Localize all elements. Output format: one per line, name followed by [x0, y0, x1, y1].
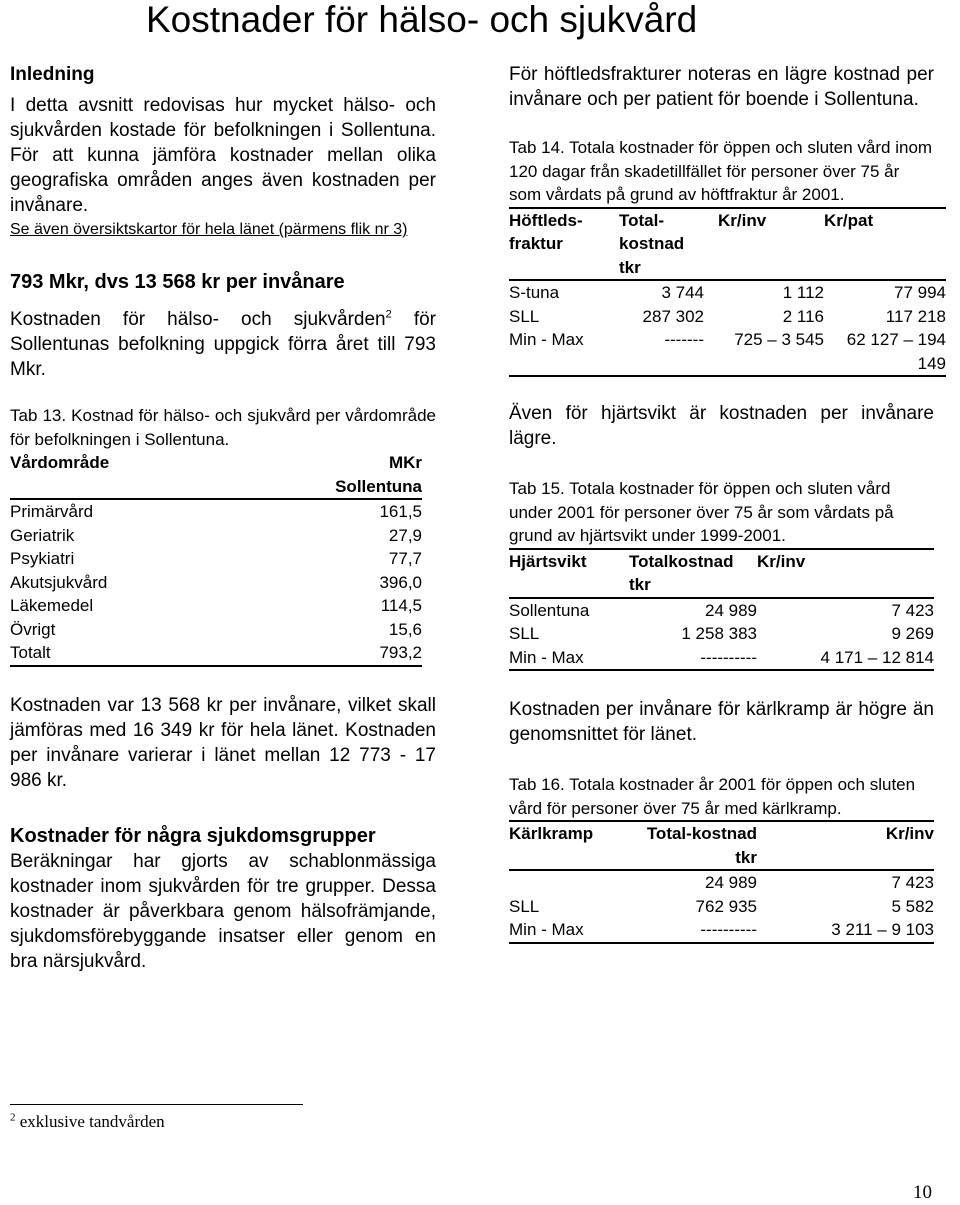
tab13-row — [10, 524, 422, 548]
intro-heading: Inledning — [10, 64, 95, 85]
tab16-cell: SLL — [509, 896, 540, 916]
tab16-row — [509, 870, 934, 895]
tab13-header-area: Vårdområde — [10, 451, 230, 499]
heart-intro: Även för hjärtsvikt är kostnaden per invånare lägre. — [509, 403, 934, 449]
right-column — [509, 62, 946, 944]
tab13-cell: 396,0 — [379, 572, 422, 592]
tab14-cell: SLL — [509, 306, 540, 326]
tab13-cell: 114,5 — [380, 596, 422, 615]
tab14-row — [509, 305, 946, 329]
tab15-cell: 24 989 — [705, 600, 757, 620]
tab13-cell: Läkemedel — [10, 596, 94, 615]
tab14-cell: S-tuna — [509, 283, 560, 302]
tab13-header-mkr: MKr Sollentuna — [230, 451, 422, 499]
tab13-row — [10, 547, 422, 571]
tab14-caption: Tab 14. Totala kostnader för öppen och sluten vård inom 120 dagar från skadetillfället för personer över 75 år som vårdats på grund av höftfraktur år 2001. — [509, 138, 933, 204]
tab13-caption: Tab 13. Kostnad för hälso- och sjukvård per vårdområde för befolkningen i Sollentuna. — [10, 406, 436, 449]
tab14-cell: 725 – 3 545 — [704, 328, 824, 376]
tab16-cell: 24 989 — [705, 873, 757, 892]
tab16-cell: Min - Max — [509, 918, 629, 943]
tab14-table — [509, 207, 946, 378]
tab14-cell: Min - Max — [509, 328, 619, 376]
tab13-cell: Totalt — [10, 641, 230, 666]
tab16-cell: 7 423 — [891, 873, 934, 892]
tab15-cell: ---------- — [629, 646, 757, 671]
tab13-cell: 27,9 — [388, 525, 422, 545]
tab14-cell: 2 116 — [782, 306, 824, 326]
tab14-header-kr-pat: Kr/pat — [824, 208, 946, 281]
tab13-row — [10, 594, 422, 618]
tab16-cell: 5 582 — [891, 896, 934, 916]
tab14-cell: 117 218 — [885, 306, 946, 326]
tab16-row — [509, 895, 934, 919]
tab15-row — [509, 622, 934, 646]
groups-text: Beräkningar har gjorts av schablonmässiga kostnader inom sjukvården för tre grupper. Dessa kostnader är påverkbara genom hälsofrämjande, sjukdomsförebyggande insatser eller genom en bra närsjukvård. — [10, 850, 436, 972]
tab16-cell — [509, 870, 629, 895]
tab14-header-total: Total-kostnad tkr — [619, 208, 704, 281]
tab15-header-kr-inv: Kr/inv — [757, 549, 934, 598]
tab15-cell: 7 423 — [891, 600, 934, 620]
tab14-row — [509, 328, 946, 376]
tab16-header-cramp: Kärlkramp — [509, 821, 629, 870]
tab15-header-heart: Hjärtsvikt — [509, 549, 629, 598]
footnote-divider — [10, 1104, 303, 1105]
tab15-row — [509, 598, 934, 623]
tab14-cell: 3 744 — [661, 283, 704, 302]
tab16-row — [509, 918, 934, 943]
tab13-cell: Primärvård — [10, 502, 94, 521]
tab15-cell: 1 258 383 — [681, 624, 757, 643]
footnote-ref[interactable]: 2 — [385, 308, 392, 321]
tab16-header-kr-inv: Kr/inv — [757, 821, 934, 870]
overview-map-link[interactable]: Se även översiktskartor för hela länet (pärmens flik nr 3) — [10, 221, 408, 238]
tab16-header-total: Total-kostnad tkr — [629, 821, 757, 870]
tab14-header-kr-inv: Kr/inv — [704, 208, 824, 281]
intro-text: I detta avsnitt redovisas hur mycket hälso- och sjukvården kostade för befolkningen i Sollentuna. För att kunna jämföra kostnader mellan olika geografiska områden anges även kostnaden per invånare. — [10, 95, 436, 216]
tab15-cell: SLL — [509, 624, 540, 643]
groups-heading: Kostnader för några sjukdomsgrupper — [10, 824, 376, 847]
tab15-table — [509, 548, 934, 672]
tab16-caption: Tab 16. Totala kostnader år 2001 för öppen och sluten vård för personer över 75 år med kärlkramp. — [509, 775, 916, 818]
tab15-header-total: Totalkostnad tkr — [629, 549, 757, 598]
tab13-row — [10, 499, 422, 524]
tab13-row — [10, 618, 422, 642]
tab13-cell: Akutsjukvård — [10, 572, 108, 592]
tab14-cell: 287 302 — [642, 306, 704, 326]
tab13-cell: 161,5 — [379, 502, 422, 521]
cramp-intro: Kostnaden per invånare för kärlkramp är högre än genomsnittet för länet. — [509, 699, 934, 745]
left-column — [10, 62, 436, 974]
tab13-cell: Geriatrik — [10, 525, 75, 545]
tab13-cell: 77,7 — [388, 549, 422, 568]
tab14-cell: ------- — [619, 328, 704, 376]
hip-intro: För höftledsfrakturer noteras en lägre kostnad per invånare och per patient för boende i Sollentuna. — [509, 64, 934, 110]
tab14-cell: 77 994 — [894, 283, 946, 302]
tab13-cell: Psykiatri — [10, 549, 75, 568]
tab13-cell: Övrigt — [10, 619, 56, 639]
tab14-row — [509, 280, 946, 305]
page-number: 10 — [913, 1182, 932, 1203]
tab16-cell: ---------- — [629, 918, 757, 943]
tab15-cell: Min - Max — [509, 646, 629, 671]
tab15-cell: 4 171 – 12 814 — [757, 646, 934, 671]
tab13-cell: 15,6 — [388, 619, 422, 639]
tab15-row — [509, 646, 934, 671]
tab15-cell: 9 269 — [891, 624, 934, 643]
page-title: Kostnader för hälso- och sjukvård — [146, 0, 698, 40]
tab16-cell: 762 935 — [695, 896, 757, 916]
tab14-cell: 1 112 — [782, 283, 824, 302]
summary-text: Kostnaden för hälso- och sjukvården$^2$ för Sollentunas befolkning uppgick förra året till 793 Mkr. — [10, 308, 436, 380]
summary-heading: 793 Mkr, dvs 13 568 kr per invånare — [10, 271, 345, 293]
tab16-cell: 3 211 – 9 103 — [757, 918, 934, 943]
tab16-table — [509, 820, 934, 944]
tab14-header-fracture: Höftleds-fraktur — [509, 208, 619, 281]
tab13-cell: 793,2 — [230, 641, 422, 666]
tab13-table — [10, 451, 422, 667]
footnote: $^2$ exklusive tandvården — [10, 1111, 165, 1131]
tab15-caption: Tab 15. Totala kostnader för öppen och sluten vård under 2001 för personer över 75 år som vårdats på grund av hjärtsvikt under 1999-2001. — [509, 479, 894, 545]
tab14-cell: 62 127 – 194 149 — [824, 328, 946, 376]
tab13-row — [10, 571, 422, 595]
tab15-cell: Sollentuna — [509, 600, 590, 620]
cost-text: Kostnaden var 13 568 kr per invånare, vilket skall jämföras med 16 349 kr för hela länet. Kostnaden per invånare varierar i länet mellan 12 773 - 17 986 kr. — [10, 694, 436, 791]
tab13-row — [10, 641, 422, 666]
